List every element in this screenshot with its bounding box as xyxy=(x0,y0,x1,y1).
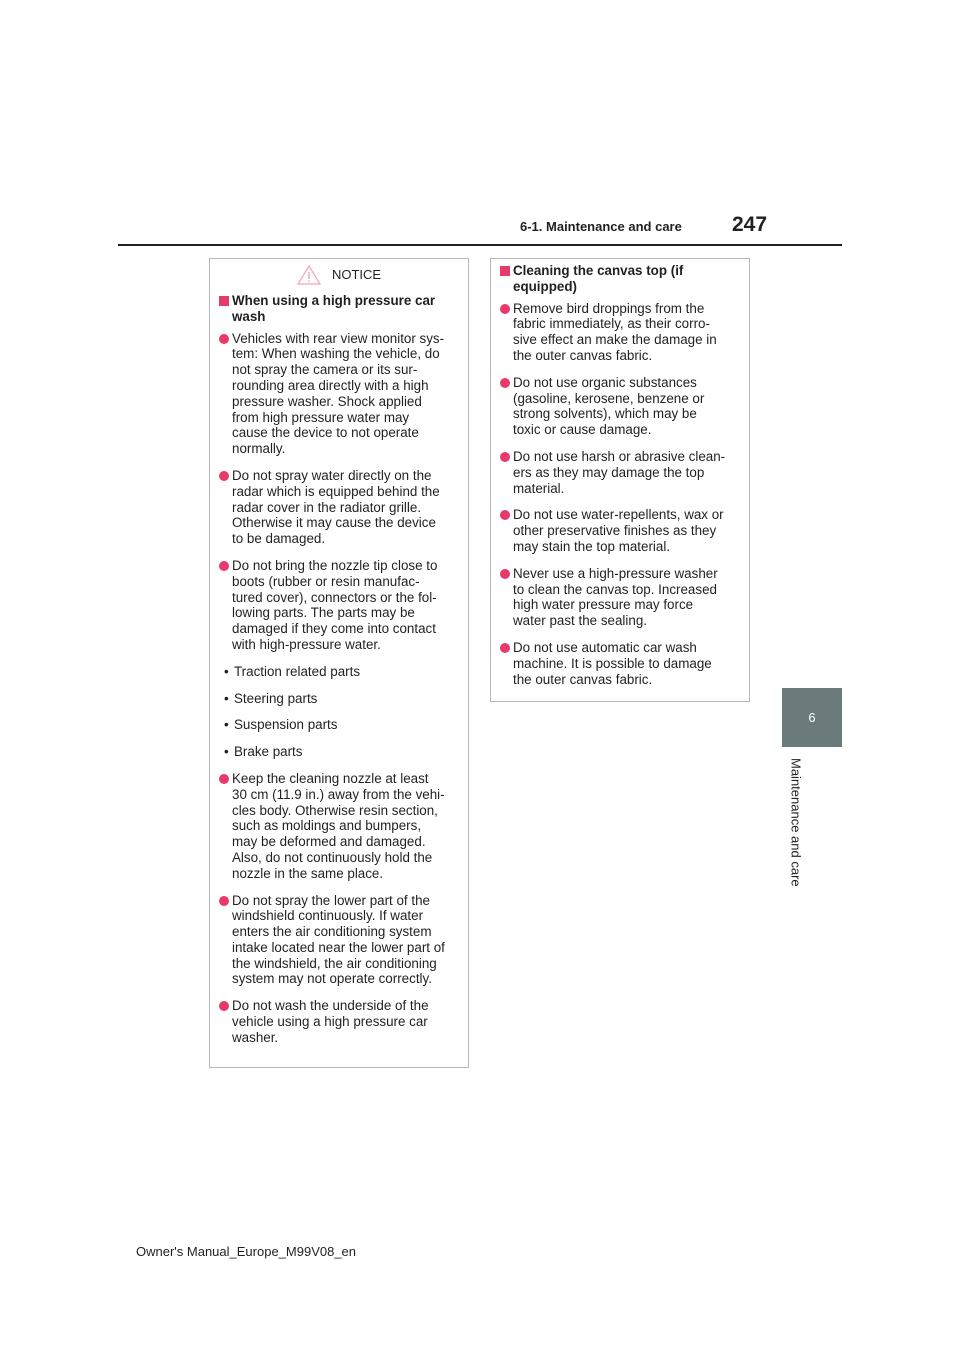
circle-bullet-icon xyxy=(219,774,229,784)
circle-bullet-icon xyxy=(500,452,510,462)
notice-sub-item: • Traction related parts xyxy=(224,663,361,679)
circle-bullet-icon xyxy=(219,896,229,906)
notice-item: Do not bring the nozzle tip close to boots (rubber or resin manufac- tured cover), connectors or the fol- lowing parts. The parts may be damaged if they come into contact with high-pressure water. xyxy=(219,558,458,653)
header-rule xyxy=(118,244,842,246)
notice-item: Do not wash the underside of the vehicle using a high pressure car washer. xyxy=(219,998,458,1045)
notice-item: Do not spray the lower part of the windshield continuously. If water enters the air conditioning system intake located near the lower part of the windshield, the air conditioning system may not operate correctly. xyxy=(219,893,458,988)
page-number: 247 xyxy=(732,213,768,236)
section-title: 6-1. Maintenance and care xyxy=(520,219,682,234)
canvas-item: Do not use organic substances (gasoline, kerosene, benzene or strong solvents), which may be toxic or cause damage. xyxy=(500,375,739,438)
notice-header xyxy=(219,261,458,289)
notice-item: Vehicles with rear view monitor sys- tem: When washing the vehicle, do not spray the camera or its sur- rounding area directly with a high pressure washer. Shock applied from high pressure water may cause the device to not operate normally. xyxy=(219,331,458,457)
warning-triangle-icon xyxy=(296,264,322,286)
notice-item: Do not spray water directly on the radar which is equipped behind the radar cover in the radiator grille. Otherwise it may cause the device to be damaged. xyxy=(219,468,458,547)
notice-box xyxy=(209,258,469,1068)
canvas-item: Never use a high-pressure washer to clean the canvas top. Increased high water pressure may force water past the sealing. xyxy=(500,566,739,629)
notice-sub-item: • Steering parts xyxy=(224,690,318,706)
square-bullet-icon xyxy=(219,296,229,306)
chapter-label: Maintenance and care xyxy=(788,758,804,887)
canvas-item: Do not use harsh or abrasive clean- ers as they may damage the top material. xyxy=(500,449,739,496)
circle-bullet-icon xyxy=(500,643,510,653)
canvas-item: Do not use automatic car wash machine. It is possible to damage the outer canvas fabric. xyxy=(500,640,739,687)
chapter-number: 6 xyxy=(808,710,816,725)
notice-item: Keep the cleaning nozzle at least 30 cm (11.9 in.) away from the vehi- cles body. Otherwise resin section, such as moldings and bumpers, may be deformed and damaged. Also, do not continuously hold the nozzle in the same place. xyxy=(219,771,458,882)
circle-bullet-icon xyxy=(500,304,510,314)
square-bullet-icon xyxy=(500,266,510,276)
canvas-item: Do not use water-repellents, wax or other preservative finishes as they may stain the top material. xyxy=(500,507,739,554)
circle-bullet-icon xyxy=(500,378,510,388)
circle-bullet-icon xyxy=(500,510,510,520)
circle-bullet-icon xyxy=(500,569,510,579)
notice-sub-item: • Brake parts xyxy=(224,744,303,760)
notice-label: NOTICE xyxy=(331,267,382,283)
chapter-tab xyxy=(782,688,842,747)
circle-bullet-icon xyxy=(219,1001,229,1011)
notice-heading: When using a high pressure car wash xyxy=(219,293,458,325)
circle-bullet-icon xyxy=(219,561,229,571)
footer-text: Owner's Manual_Europe_M99V08_en xyxy=(136,1244,357,1259)
circle-bullet-icon xyxy=(219,471,229,481)
circle-bullet-icon xyxy=(219,334,229,344)
notice-sub-item: • Suspension parts xyxy=(224,717,338,733)
canvas-item: Remove bird droppings from the fabric immediately, as their corro- sive effect an make the damage in the outer canvas fabric. xyxy=(500,301,739,364)
canvas-heading: Cleaning the canvas top (if equipped) xyxy=(500,263,739,295)
canvas-top-box xyxy=(490,258,750,702)
